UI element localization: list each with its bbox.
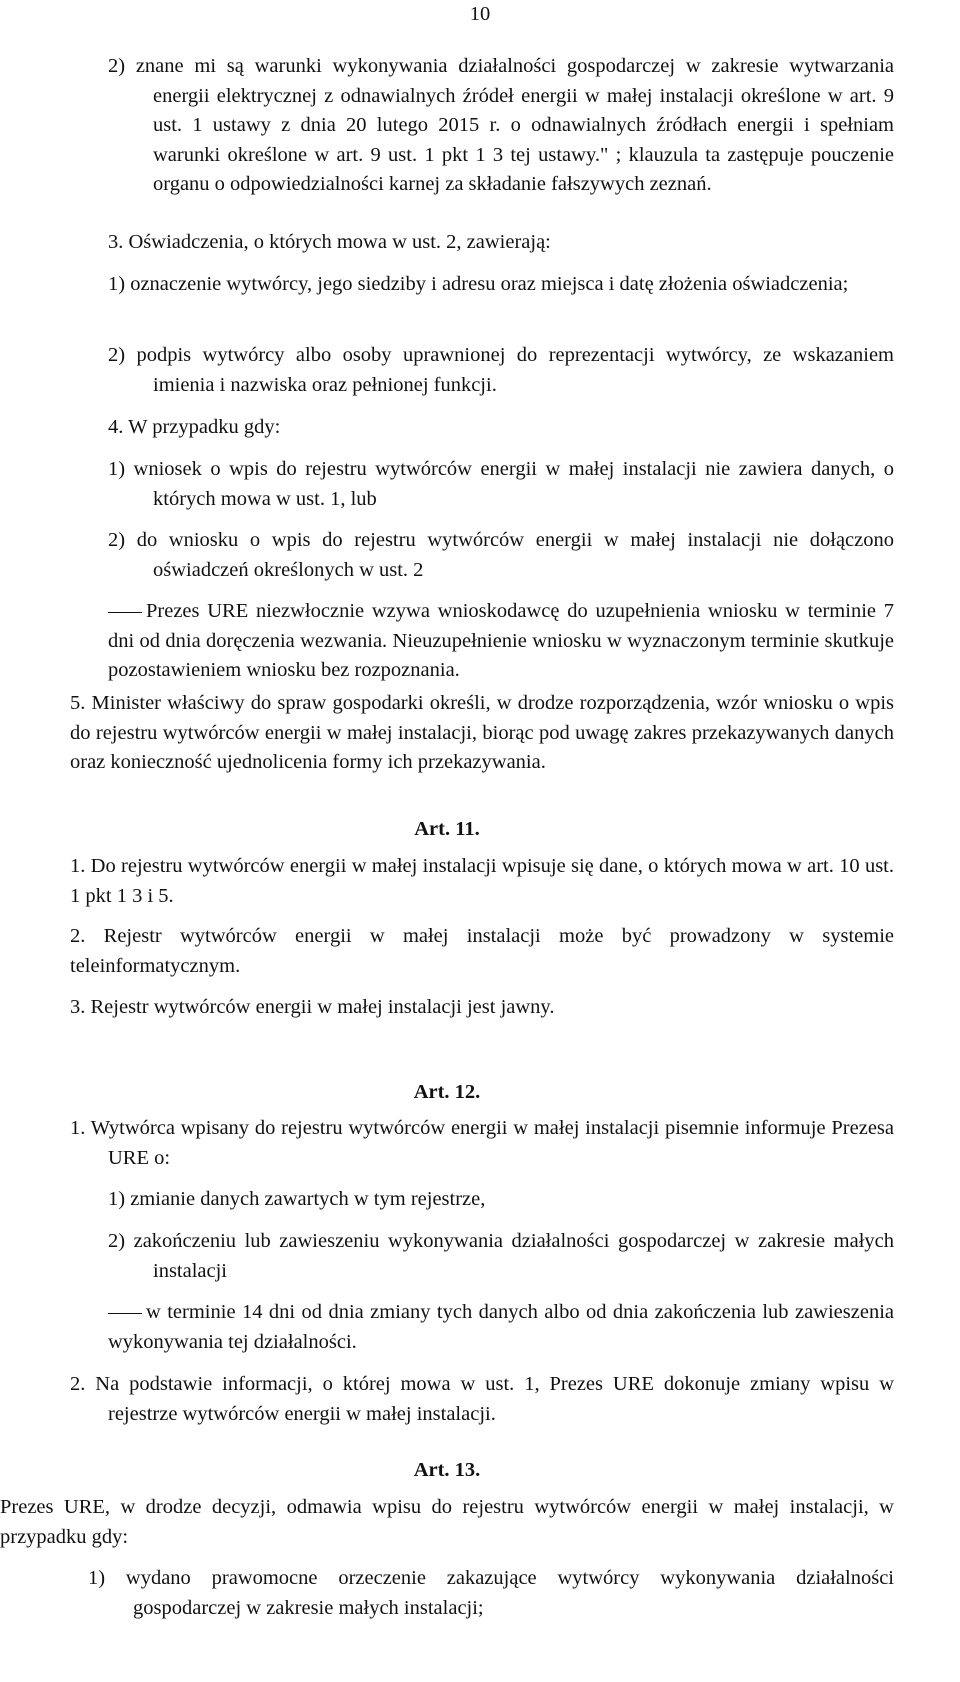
- article-13-heading: Art. 13.: [413, 1459, 481, 1481]
- article-11-paragraph-3: 3. Rejestr wytwórców energii w małej instalacji jest jawny.: [70, 996, 555, 1018]
- article-12-conclusion: [108, 1298, 894, 1358]
- paragraph-3: 3. Oświadczenia, o których mowa w ust. 2, zawierają:: [108, 231, 551, 253]
- paragraph-4-conclusion-text: Prezes URE niezwłocznie wzywa wnioskodawcę do uzupełnienia wniosku w terminie 7 dni od dnia doręczenia wezwania. Nieuzupełnienie wniosku w wyznaczonym terminie skutkuje pozostawieniem wniosku bez rozpoznania.: [108, 600, 894, 681]
- article-12-item-2: 2) zakończeniu lub zawieszeniu wykonywania działalności gospodarczej w zakresie małych instalacji: [108, 1230, 894, 1282]
- dash-mark: [108, 1313, 142, 1314]
- article-12-item-1: 1) zmianie danych zawartych w tym rejestrze,: [108, 1188, 486, 1210]
- article-13-intro: Prezes URE, w drodze decyzji, odmawia wpisu do rejestru wytwórców energii w małej instalacji, w przypadku gdy:: [0, 1496, 894, 1548]
- paragraph-5: 5. Minister właściwy do spraw gospodarki określi, w drodze rozporządzenia, wzór wniosku o wpis do rejestru wytwórców energii w małej instalacji, biorąc pod uwagę zakres przekazywanych danych oraz konieczność ujednolicenia formy ich przekazywania.: [70, 692, 894, 773]
- paragraph-3-item-2: 2) podpis wytwórcy albo osoby uprawnionej do reprezentacji wytwórcy, ze wskazaniem imienia i nazwiska oraz pełnionej funkcji.: [108, 344, 894, 396]
- article-12-heading: Art. 12.: [413, 1081, 481, 1103]
- page-number: 10: [469, 3, 491, 25]
- dash-mark: [108, 612, 142, 613]
- paragraph-4-conclusion: [108, 597, 894, 686]
- article-12-conclusion-text: w terminie 14 dni od dnia zmiany tych danych albo od dnia zakończenia lub zawieszenia wykonywania tej działalności.: [108, 1301, 894, 1353]
- paragraph-4-item-2: 2) do wniosku o wpis do rejestru wytwórców energii w małej instalacji nie dołączono oświadczeń określonych w ust. 2: [108, 529, 894, 581]
- article-12-paragraph-1: 1. Wytwórca wpisany do rejestru wytwórców energii w małej instalacji pisemnie informuje Prezesa URE o:: [70, 1117, 894, 1169]
- article-11-paragraph-2: 2. Rejestr wytwórców energii w małej instalacji może być prowadzony w systemie teleinformatycznym.: [70, 925, 894, 977]
- article-12-paragraph-2: 2. Na podstawie informacji, o której mowa w ust. 1, Prezes URE dokonuje zmiany wpisu w rejestrze wytwórców energii w małej instalacji.: [70, 1373, 894, 1425]
- article-11-paragraph-1: 1. Do rejestru wytwórców energii w małej instalacji wpisuje się dane, o których mowa w art. 10 ust. 1 pkt 1 3 i 5.: [70, 855, 894, 907]
- paragraph-item-2: 2) znane mi są warunki wykonywania działalności gospodarczej w zakresie wytwarzania energii elektrycznej z odnawialnych źródeł energii w małej instalacji określone w art. 9 ust. 1 ustawy z dnia 20 lutego 2015 r. o odnawialnych źródłach energii i spełniam warunki określone w art. 9 ust. 1 pkt 1 3 tej ustawy." ; klauzula ta zastępuje pouczenie organu o odpowiedzialności karnej za składanie fałszywych zeznań.: [108, 55, 894, 195]
- paragraph-4: 4. W przypadku gdy:: [108, 416, 281, 438]
- paragraph-3-item-1: 1) oznaczenie wytwórcy, jego siedziby i adresu oraz miejsca i datę złożenia oświadczenia;: [108, 273, 849, 295]
- article-11-heading: Art. 11.: [414, 818, 480, 840]
- paragraph-4-item-1: 1) wniosek o wpis do rejestru wytwórców energii w małej instalacji nie zawiera danych, o których mowa w ust. 1, lub: [108, 458, 894, 510]
- article-13-item-1: 1) wydano prawomocne orzeczenie zakazujące wytwórcy wykonywania działalności gospodarczej w zakresie małych instalacji;: [88, 1567, 894, 1619]
